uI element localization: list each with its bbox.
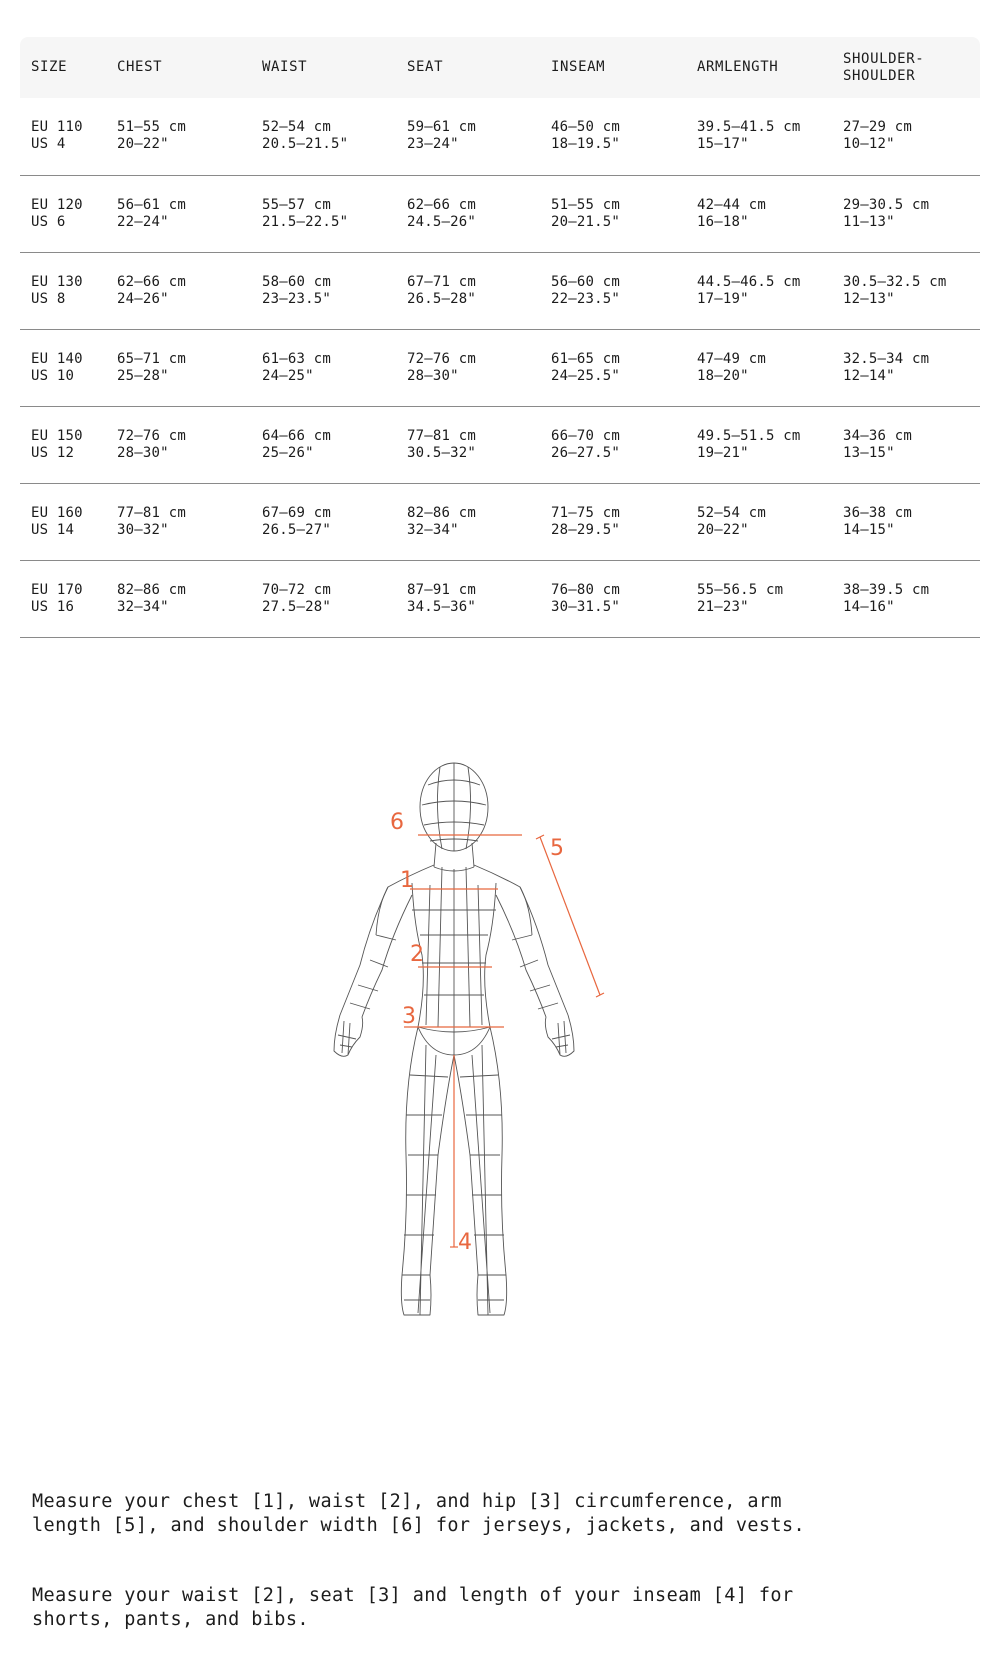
cell-armlength xyxy=(686,175,832,252)
cell-primary-value: 44.5–46.5 cm xyxy=(697,273,801,290)
table-row xyxy=(20,175,980,252)
cell-secondary-value: US 14 xyxy=(31,521,75,538)
cell-secondary-value: 25–28" xyxy=(117,367,169,384)
cell-secondary-value: 24–26" xyxy=(117,290,169,307)
cell-armlength xyxy=(686,483,832,560)
cell-inseam xyxy=(540,175,686,252)
table-row xyxy=(20,483,980,560)
cell-secondary-value: 18–19.5" xyxy=(551,136,621,152)
cell-secondary-value: 13–15" xyxy=(843,444,895,461)
cell-armlength xyxy=(686,98,832,175)
cell-secondary-value: US 10 xyxy=(31,367,75,384)
cell-primary-value: 67–71 cm xyxy=(407,273,477,290)
table-row xyxy=(20,329,980,406)
cell-waist xyxy=(251,252,396,329)
cell-primary-value: 82–86 cm xyxy=(407,504,477,521)
measurement-instructions xyxy=(32,1466,932,1678)
cell-secondary-value: 24.5–26" xyxy=(407,213,477,230)
label-6: 6 xyxy=(390,810,404,835)
size-chart-table xyxy=(20,37,980,638)
cell-seat xyxy=(396,560,540,637)
cell-secondary-value: 20.5–21.5" xyxy=(262,136,349,152)
cell-primary-value: 76–80 cm xyxy=(551,581,621,598)
cell-primary-value: 52–54 cm xyxy=(697,504,767,521)
cell-secondary-value: 22–23.5" xyxy=(551,290,621,307)
cell-waist xyxy=(251,560,396,637)
cell-armlength xyxy=(686,329,832,406)
cell-primary-value: 59–61 cm xyxy=(407,119,477,135)
cell-secondary-value: 30–32" xyxy=(117,521,169,538)
cell-secondary-value: 12–13" xyxy=(843,290,895,307)
cell-size xyxy=(20,406,106,483)
cell-primary-value: EU 170 xyxy=(31,581,83,598)
cell-inseam xyxy=(540,406,686,483)
cell-waist xyxy=(251,98,396,175)
cell-primary-value: 47–49 cm xyxy=(697,350,767,367)
table-row xyxy=(20,98,980,175)
cell-inseam xyxy=(540,329,686,406)
header-inseam: INSEAM xyxy=(551,59,606,75)
cell-primary-value: 46–50 cm xyxy=(551,119,621,135)
cell-primary-value: 72–76 cm xyxy=(117,427,187,444)
table-row xyxy=(20,252,980,329)
cell-primary-value: 65–71 cm xyxy=(117,350,187,367)
body-diagram xyxy=(330,755,670,1415)
cell-primary-value: 52–54 cm xyxy=(262,119,332,135)
cell-primary-value: 66–70 cm xyxy=(551,427,621,444)
cell-secondary-value: 15–17" xyxy=(697,136,749,152)
cell-chest xyxy=(106,483,251,560)
cell-armlength xyxy=(686,560,832,637)
cell-secondary-value: 11–13" xyxy=(843,213,895,230)
cell-waist xyxy=(251,483,396,560)
cell-waist xyxy=(251,406,396,483)
cell-primary-value: 32.5–34 cm xyxy=(843,350,930,367)
cell-primary-value: 61–63 cm xyxy=(262,350,332,367)
cell-secondary-value: 14–16" xyxy=(843,598,895,615)
cell-shoulder xyxy=(832,329,980,406)
cell-primary-value: 29–30.5 cm xyxy=(843,196,930,213)
cell-secondary-value: US 8 xyxy=(31,290,66,307)
cell-secondary-value: 34.5–36" xyxy=(407,598,477,615)
cell-seat xyxy=(396,329,540,406)
cell-primary-value: 51–55 cm xyxy=(117,119,187,135)
cell-inseam xyxy=(540,560,686,637)
cell-primary-value: 42–44 cm xyxy=(697,196,767,213)
cell-secondary-value: 18–20" xyxy=(697,367,749,384)
cell-primary-value: EU 150 xyxy=(31,427,83,444)
cell-size xyxy=(20,252,106,329)
cell-seat xyxy=(396,406,540,483)
cell-secondary-value: 32–34" xyxy=(407,521,459,538)
cell-armlength xyxy=(686,406,832,483)
cell-chest xyxy=(106,329,251,406)
cell-primary-value: 55–56.5 cm xyxy=(697,581,784,598)
cell-secondary-value: US 4 xyxy=(31,136,66,152)
cell-waist xyxy=(251,175,396,252)
cell-secondary-value: 30.5–32" xyxy=(407,444,477,461)
cell-primary-value: 67–69 cm xyxy=(262,504,332,521)
cell-secondary-value: 32–34" xyxy=(117,598,169,615)
label-4: 4 xyxy=(458,1230,472,1255)
cell-primary-value: 77–81 cm xyxy=(117,504,187,521)
cell-secondary-value: 24–25.5" xyxy=(551,367,621,384)
measurement-figure xyxy=(330,755,670,1415)
cell-secondary-value: 19–21" xyxy=(697,444,749,461)
cell-secondary-value: US 16 xyxy=(31,598,75,615)
cell-waist xyxy=(251,329,396,406)
cell-secondary-value: 25–26" xyxy=(262,444,314,461)
cell-secondary-value: 26.5–28" xyxy=(407,290,477,307)
cell-secondary-value: 26–27.5" xyxy=(551,444,621,461)
label-3: 3 xyxy=(402,1004,416,1029)
cell-armlength xyxy=(686,252,832,329)
cell-primary-value: 71–75 cm xyxy=(551,504,621,521)
cell-secondary-value: US 6 xyxy=(31,213,66,230)
cell-primary-value: 30.5–32.5 cm xyxy=(843,273,947,290)
cell-secondary-value: 21–23" xyxy=(697,598,749,615)
cell-primary-value: 56–60 cm xyxy=(551,273,621,290)
header-seat: SEAT xyxy=(407,59,444,75)
cell-primary-value: EU 140 xyxy=(31,350,83,367)
instruction-tops: Measure your chest [1], waist [2], and hip [3] circumference, arm length [5], and shoulder width [6] for jerseys, jackets, and vests. xyxy=(32,1491,806,1536)
cell-primary-value: 55–57 cm xyxy=(262,196,332,213)
header-waist: WAIST xyxy=(262,59,308,75)
cell-secondary-value: 20–22" xyxy=(697,521,749,538)
header-size: SIZE xyxy=(31,59,68,75)
cell-primary-value: 82–86 cm xyxy=(117,581,187,598)
cell-secondary-value: 12–14" xyxy=(843,367,895,384)
cell-primary-value: 34–36 cm xyxy=(843,427,913,444)
table-body xyxy=(20,98,980,637)
cell-shoulder xyxy=(832,406,980,483)
cell-chest xyxy=(106,98,251,175)
cell-chest xyxy=(106,175,251,252)
cell-primary-value: 36–38 cm xyxy=(843,504,913,521)
cell-inseam xyxy=(540,98,686,175)
table-row xyxy=(20,560,980,637)
cell-size xyxy=(20,175,106,252)
cell-primary-value: 62–66 cm xyxy=(407,196,477,213)
cell-secondary-value: 16–18" xyxy=(697,213,749,230)
cell-primary-value: 51–55 cm xyxy=(551,196,621,213)
cell-secondary-value: 27.5–28" xyxy=(262,598,332,615)
cell-secondary-value: 28–30" xyxy=(407,367,459,384)
cell-primary-value: 62–66 cm xyxy=(117,273,187,290)
cell-secondary-value: 17–19" xyxy=(697,290,749,307)
cell-secondary-value: 23–23.5" xyxy=(262,290,332,307)
measurement-lines xyxy=(404,835,604,1247)
cell-primary-value: EU 120 xyxy=(31,196,83,213)
header-chest: CHEST xyxy=(117,59,163,75)
cell-primary-value: 39.5–41.5 cm xyxy=(697,119,801,135)
cell-secondary-value: 20–21.5" xyxy=(551,213,621,230)
cell-primary-value: 72–76 cm xyxy=(407,350,477,367)
cell-secondary-value: 24–25" xyxy=(262,367,314,384)
instruction-bottoms: Measure your waist [2], seat [3] and length of your inseam [4] for shorts, pants, and bibs. xyxy=(32,1585,794,1630)
cell-size xyxy=(20,98,106,175)
cell-size xyxy=(20,483,106,560)
cell-secondary-value: US 12 xyxy=(31,444,75,461)
cell-secondary-value: 23–24" xyxy=(407,136,459,152)
cell-primary-value: 27–29 cm xyxy=(843,119,913,135)
cell-primary-value: 38–39.5 cm xyxy=(843,581,930,598)
cell-size xyxy=(20,329,106,406)
cell-primary-value: 56–61 cm xyxy=(117,196,187,213)
cell-shoulder xyxy=(832,483,980,560)
cell-seat xyxy=(396,98,540,175)
cell-chest xyxy=(106,406,251,483)
header-armlength: ARMLENGTH xyxy=(697,59,779,75)
cell-primary-value: 70–72 cm xyxy=(262,581,332,598)
label-5: 5 xyxy=(550,836,564,861)
cell-primary-value: EU 110 xyxy=(31,119,83,135)
cell-seat xyxy=(396,252,540,329)
cell-secondary-value: 20–22" xyxy=(117,136,169,152)
measurement-labels xyxy=(390,810,564,1255)
cell-secondary-value: 30–31.5" xyxy=(551,598,621,615)
label-1: 1 xyxy=(400,868,414,893)
cell-secondary-value: 21.5–22.5" xyxy=(262,213,349,230)
cell-shoulder xyxy=(832,252,980,329)
cell-chest xyxy=(106,560,251,637)
cell-seat xyxy=(396,483,540,560)
cell-chest xyxy=(106,252,251,329)
cell-secondary-value: 28–29.5" xyxy=(551,521,621,538)
cell-shoulder xyxy=(832,560,980,637)
cell-shoulder xyxy=(832,175,980,252)
cell-inseam xyxy=(540,483,686,560)
cell-size xyxy=(20,560,106,637)
cell-primary-value: 49.5–51.5 cm xyxy=(697,427,801,444)
cell-secondary-value: 10–12" xyxy=(843,136,895,152)
cell-seat xyxy=(396,175,540,252)
table-row xyxy=(20,406,980,483)
cell-primary-value: 61–65 cm xyxy=(551,350,621,367)
cell-primary-value: 58–60 cm xyxy=(262,273,332,290)
label-2: 2 xyxy=(410,942,424,967)
cell-primary-value: 87–91 cm xyxy=(407,581,477,598)
cell-primary-value: 64–66 cm xyxy=(262,427,332,444)
cell-primary-value: EU 130 xyxy=(31,273,83,290)
cell-secondary-value: 22–24" xyxy=(117,213,169,230)
cell-primary-value: 77–81 cm xyxy=(407,427,477,444)
cell-inseam xyxy=(540,252,686,329)
header-shoulder: SHOULDER- SHOULDER xyxy=(843,50,925,84)
cell-shoulder xyxy=(832,98,980,175)
table-header-row xyxy=(20,37,980,98)
cell-secondary-value: 14–15" xyxy=(843,521,895,538)
cell-secondary-value: 28–30" xyxy=(117,444,169,461)
cell-primary-value: EU 160 xyxy=(31,504,83,521)
cell-secondary-value: 26.5–27" xyxy=(262,521,332,538)
